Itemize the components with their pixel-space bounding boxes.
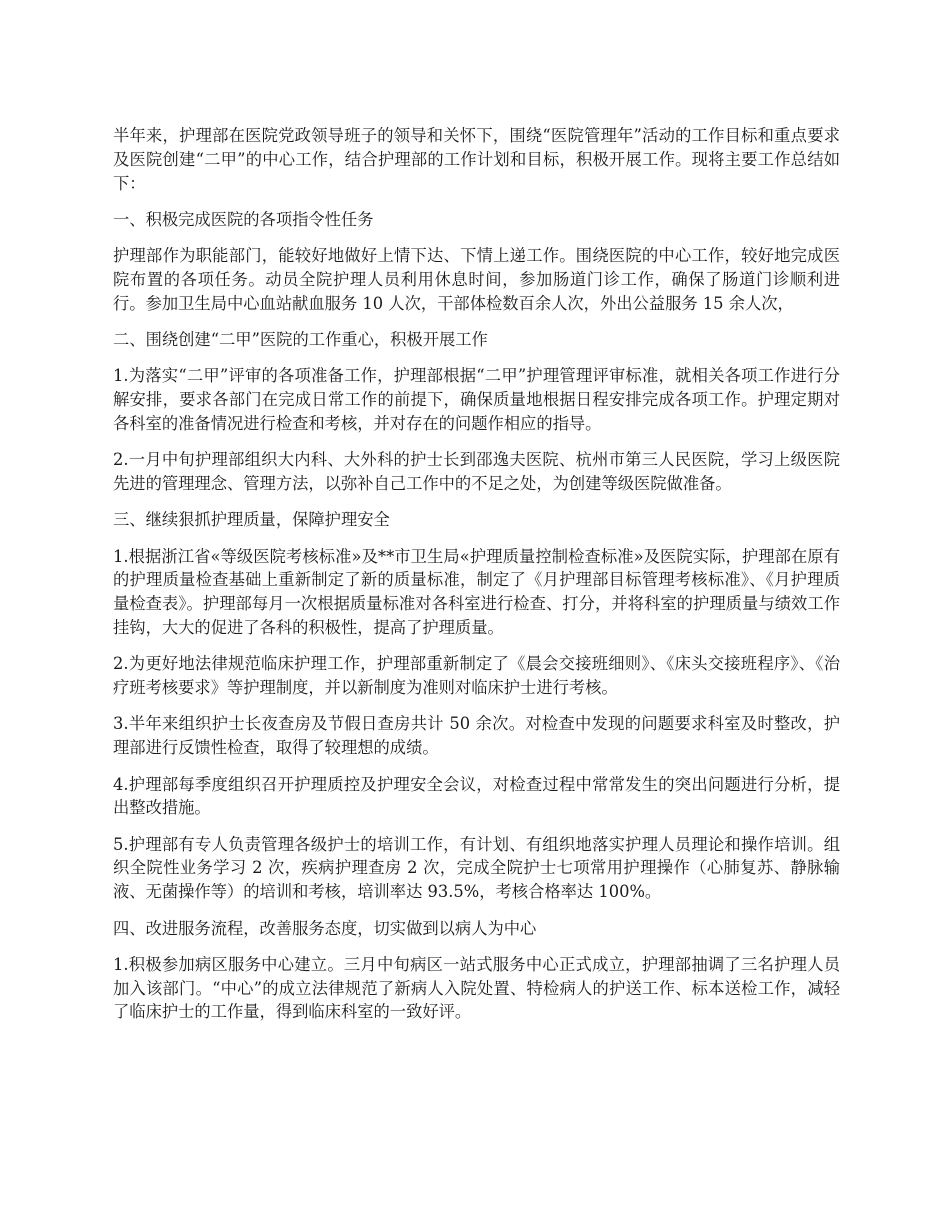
section-heading-1: 一、积极完成医院的各项指令性任务 — [113, 209, 374, 229]
section-heading-3: 三、继续狠抓护理质量，保障护理安全 — [113, 510, 390, 530]
intro-paragraph: 半年来，护理部在医院党政领导班子的领导和关怀下，围绕“医院管理年”活动的工作目标和重点要求及医院创建“二甲”的中心工作，结合护理部的工作计划和目标，积极开展工作。现将主要工作总结如下： — [113, 126, 840, 193]
section-4-item-1: 1.积极参加病区服务中心建立。三月中旬病区一站式服务中心正式成立，护理部抽调了三名护理人员加入该部门。“中心”的成立法律规范了新病人入院处置、特检病人的护送工作、标本送检工作，减轻了临床护士的工作量，得到临床科室的一致好评。 — [113, 954, 840, 1022]
section-2-item-2: 2.一月中旬护理部组织大内科、大外科的护士长到邵逸夫医院、杭州市第三人民医院，学习上级医院先进的管理理念、管理方法，以弥补自己工作中的不足之处，为创建等级医院做准备。 — [113, 450, 840, 494]
section-1-paragraph: 护理部作为职能部门，能较好地做好上情下达、下情上递工作。围绕医院的中心工作，较好地完成医院布置的各项任务。动员全院护理人员利用休息时间，参加肠道门诊工作，确保了肠道门诊顺利进行。参加卫生局中心血站献血服务 10 人次，干部体检数百余人次，外出公益服务 15 余人次， — [113, 246, 840, 313]
section-3-item-1: 1.根据浙江省«等级医院考核标准»及**市卫生局«护理质量控制检查标准»及医院实际，护理部在原有的护理质量检查基础上重新制定了新的质量标准，制定了《月护理部目标管理考核标准》、《月护理质量检查表》。护理部每月一次根据质量标准对各科室进行检查、打分，并将科室的护理质量与绩效工作挂钩，大大的促进了各科的积极性，提高了护理质量。 — [113, 546, 840, 638]
section-3-item-2: 2.为更好地法律规范临床护理工作，护理部重新制定了《晨会交接班细则》、《床头交接班程序》、《治疗班考核要求》等护理制度，并以新制度为准则对临床护士进行考核。 — [113, 654, 840, 698]
section-3-item-5: 5.护理部有专人负责管理各级护士的培训工作，有计划、有组织地落实护理人员理论和操作培训。组织全院性业务学习 2 次，疾病护理查房 2 次，完成全院护士七项常用护理操作（心肺复苏、静脉输液、无菌操作等）的培训和考核，培训率达 93.5%，考核合格率达 100%。 — [113, 834, 840, 902]
section-heading-2: 二、围绕创建“二甲”医院的工作重心，积极开展工作 — [113, 330, 488, 350]
section-heading-4: 四、改进服务流程，改善服务态度，切实做到以病人为中心 — [113, 918, 537, 938]
section-3-item-3: 3.半年来组织护士长夜查房及节假日查房共计 50 余次。对检查中发现的问题要求科室及时整改，护理部进行反馈性检查，取得了较理想的成绩。 — [113, 714, 840, 758]
document-body — [113, 124, 840, 1037]
section-3-item-4: 4.护理部每季度组织召开护理质控及护理安全会议，对检查过程中常常发生的突出问题进行分析，提出整改措施。 — [113, 774, 840, 818]
section-2-item-1: 1.为落实“二甲”评审的各项准备工作，护理部根据“二甲”护理管理评审标准，就相关各项工作进行分解安排，要求各部门在完成日常工作的前提下，确保质量地根据日程安排完成各项工作。护理定期对各科室的准备情况进行检查和考核，并对存在的问题作相应的指导。 — [113, 366, 840, 433]
